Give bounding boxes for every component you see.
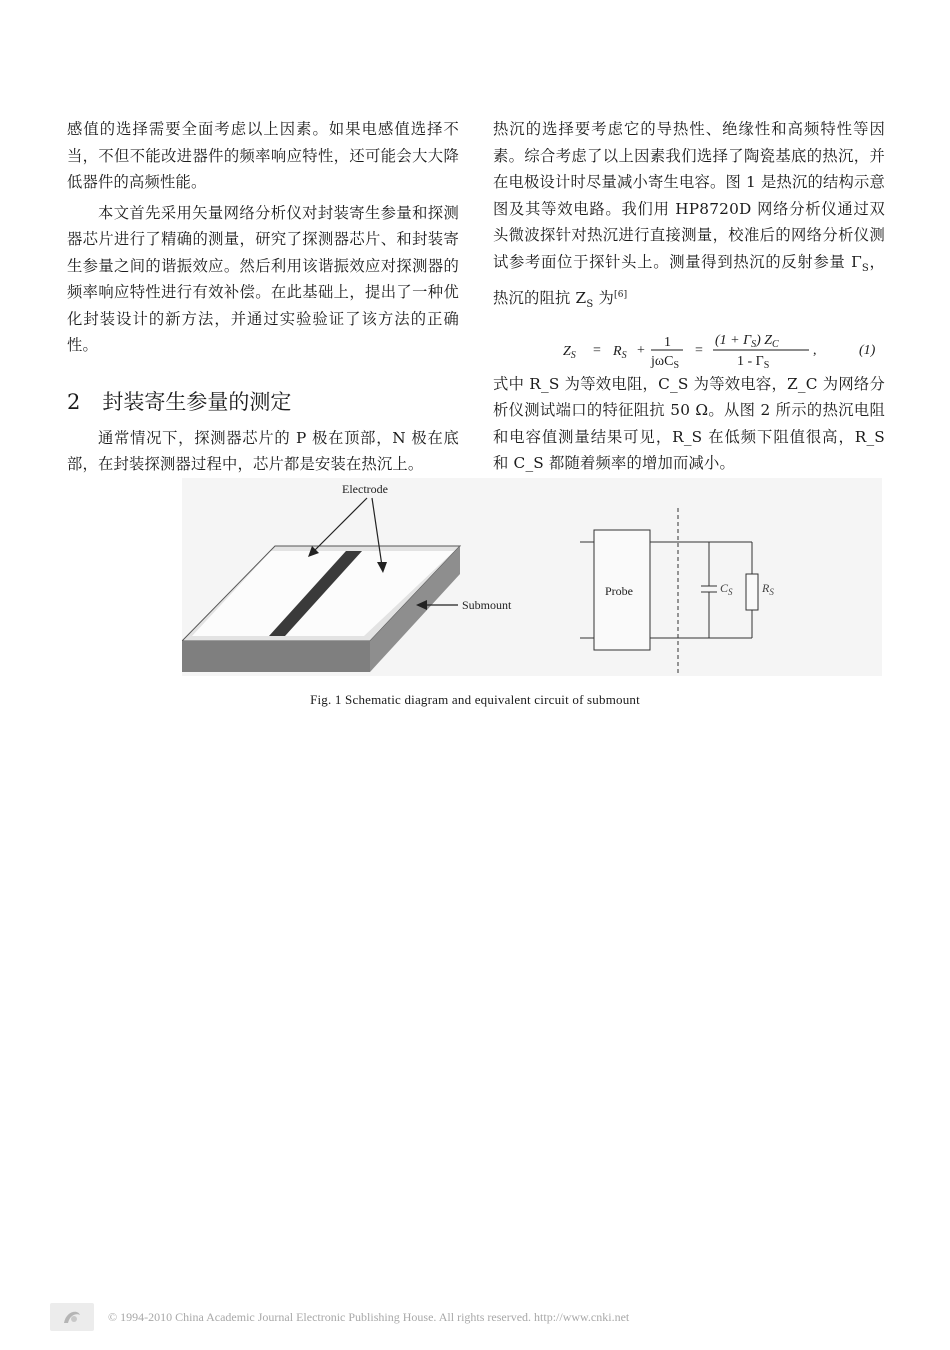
electrode-label: Electrode (342, 482, 388, 496)
citation: [6] (614, 290, 628, 301)
cnki-logo-svg (50, 1303, 94, 1331)
figure-1 (182, 478, 882, 676)
section-number: 2 (67, 389, 81, 414)
figure-svg (182, 478, 882, 676)
equation (493, 327, 885, 371)
section-title: 封装寄生参量的测定 (102, 389, 292, 414)
svg-text:ZS: $Z_S$ (563, 343, 576, 361)
submount-front (182, 641, 370, 672)
svg-text:jωCS: jωC$_S$ (651, 353, 680, 371)
svg-text:+: + (637, 342, 645, 358)
equation-number: (1) (859, 342, 876, 358)
svg-text:(1 + ΓS) ZC: $(1 + \Gamma_S)$ $Z_C$ (715, 332, 779, 350)
rs-label: $R_S$ (762, 581, 774, 597)
footer (50, 1302, 900, 1332)
left-column (67, 116, 459, 478)
paragraph: 热沉的选择要考虑它的导热性、绝缘性和高频特性等因素。综合考虑了以上因素我们选择了陶瓷基底的热沉，并在电极设计时尽量减小寄生电容。图 1 是热沉的结构示意图及其等效电路。我们用 HP8720D 网络分析仪通过双头微波探针对热沉进行直接测量，校准后的网络分析仪测试参考面位于探针头上。测量得到热沉的反射参量 $\Gamma_S$，热沉的阻抗 $Z_S$ 为[6] (493, 120, 886, 311)
paragraph: 本文首先采用矢量网络分析仪对封装寄生参量和探测器芯片进行了精确的测量，研究了探测器芯片、和封装寄生参量之间的谐振效应。然后利用该谐振效应对探测器的频率响应特性进行有效补偿。在此基础上，提出了一种优化封装设计的新方法，并通过实验验证了该方法的正确性。 (67, 203, 459, 354)
svg-text:RS: $R_S$ (613, 343, 627, 361)
probe-label: Probe (605, 584, 633, 598)
cnki-logo-icon (50, 1303, 94, 1331)
copyright-text: © 1994-2010 China Academic Journal Electronic Publishing House. All rights reserved. http://www.cnki.net (108, 1309, 630, 1324)
svg-text:,: , (813, 342, 817, 358)
submount-label: Submount (462, 598, 512, 612)
paragraph: 式中 R_S 为等效电阻，C_S 为等效电容，Z_C 为网络分析仪测试端口的特征阻抗 50 Ω。从图 2 所示的热沉电阻和电容值测量结果可见，R_S 在低频下阻值很高，R_S 和 C_S 都随着频率的增加而减小。 (493, 374, 885, 473)
svg-text:=: = (695, 342, 703, 358)
paragraph: 通常情况下，探测器芯片的 P 极在顶部，N 极在底部，在封装探测器过程中，芯片都是安装在热沉上。 (67, 428, 459, 473)
paragraph: 感值的选择需要全面考虑以上因素。如果电感值选择不当，不但不能改进器件的频率响应特性，还可能会大大降低器件的高频性能。 (67, 120, 459, 191)
equation-svg (493, 327, 885, 371)
right-column (493, 116, 885, 477)
svg-text:=: = (593, 342, 601, 358)
figure-caption: Fig. 1 Schematic diagram and equivalent circuit of submount (310, 692, 640, 707)
svg-text:1 - ΓS: $1 - \Gamma_S$ (737, 353, 770, 371)
cs-label: $C_S$ (720, 581, 733, 597)
svg-text:1: 1 (664, 334, 671, 350)
section-heading (67, 389, 459, 415)
